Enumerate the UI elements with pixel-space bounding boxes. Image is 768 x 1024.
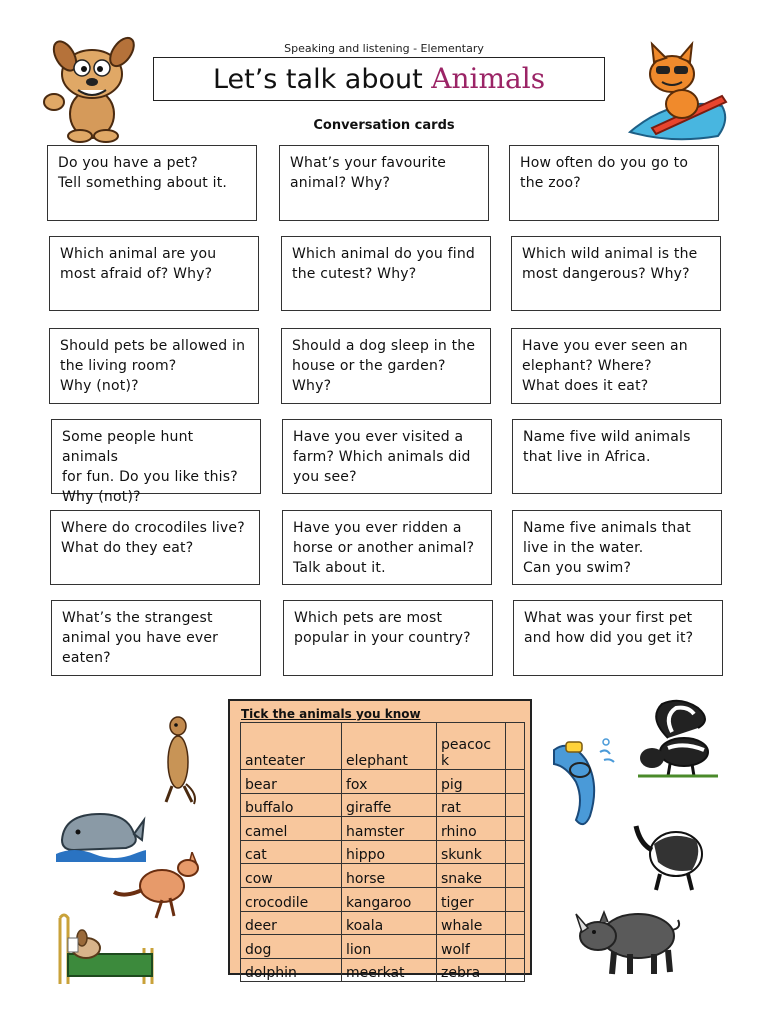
conversation-card: Some people hunt animals for fun. Do you like this? Why (not)?	[51, 419, 261, 494]
table-row	[241, 723, 525, 770]
animal-cell: skunk	[437, 840, 506, 864]
tick-box[interactable]	[506, 935, 525, 959]
animal-cell: kangaroo	[342, 887, 437, 911]
subtitle: Speaking and listening - Elementary	[284, 42, 484, 55]
animal-cell: rat	[437, 793, 506, 817]
section-title: Conversation cards	[313, 118, 455, 133]
animal-checklist	[228, 699, 532, 982]
table-row	[241, 864, 525, 888]
tick-box[interactable]	[506, 793, 525, 817]
conversation-card: Do you have a pet? Tell something about it.	[47, 145, 257, 221]
animal-cell: crocodile	[241, 887, 342, 911]
conversation-card: Have you ever visited a farm? Which animals did you see?	[282, 419, 492, 494]
table-row	[241, 770, 525, 794]
animal-table	[240, 722, 525, 982]
animal-cell: deer	[241, 911, 342, 935]
table-caption: Tick the animals you know	[241, 707, 421, 721]
animal-cell: zebra	[437, 958, 506, 982]
animal-cell: elephant	[342, 723, 437, 770]
skunk-icon	[628, 698, 720, 780]
title-main: Let’s talk about	[212, 64, 432, 95]
animal-cell: horse	[342, 864, 437, 888]
conversation-card: Should a dog sleep in the house or the garden? Why?	[281, 328, 491, 404]
animal-cell: meerkat	[342, 958, 437, 982]
page-title	[153, 57, 605, 101]
conversation-card: Where do crocodiles live? What do they eat?	[50, 510, 260, 585]
table-row	[241, 911, 525, 935]
table-row	[241, 935, 525, 959]
conversation-card: Have you ever seen an elephant? Where? What does it eat?	[511, 328, 721, 404]
anteater-icon	[632, 814, 712, 894]
animal-cell: giraffe	[342, 793, 437, 817]
animal-cell: rhino	[437, 817, 506, 841]
animal-cell: wolf	[437, 935, 506, 959]
surfing-cat-icon	[622, 36, 734, 146]
conversation-card: Which animal are you most afraid of? Why?	[49, 236, 259, 311]
animal-cell: hamster	[342, 817, 437, 841]
tick-box[interactable]	[506, 817, 525, 841]
dog-in-bed-icon	[54, 908, 158, 988]
animal-cell: fox	[342, 770, 437, 794]
title-accent: Animals	[431, 62, 546, 95]
rhino-icon	[574, 900, 684, 978]
conversation-card: Which pets are most popular in your country?	[283, 600, 493, 676]
animal-cell: lion	[342, 935, 437, 959]
conversation-card: Should pets be allowed in the living room? Why (not)?	[49, 328, 259, 404]
animal-cell: hippo	[342, 840, 437, 864]
cartoon-dog-icon	[40, 34, 140, 144]
animal-cell: pig	[437, 770, 506, 794]
tick-box[interactable]	[506, 887, 525, 911]
tick-box[interactable]	[506, 770, 525, 794]
meerkat-icon	[158, 714, 200, 806]
conversation-card: Which wild animal is the most dangerous? Why?	[511, 236, 721, 311]
animal-cell: tiger	[437, 887, 506, 911]
tick-box[interactable]	[506, 864, 525, 888]
table-row	[241, 887, 525, 911]
tick-box[interactable]	[506, 723, 525, 770]
table-row	[241, 817, 525, 841]
animal-cell: snake	[437, 864, 506, 888]
animal-cell: bear	[241, 770, 342, 794]
conversation-card: How often do you go to the zoo?	[509, 145, 719, 221]
animal-cell: buffalo	[241, 793, 342, 817]
table-row	[241, 793, 525, 817]
animal-cell: dolphin	[241, 958, 342, 982]
animal-cell: peacoc k	[437, 723, 506, 770]
table-row	[241, 840, 525, 864]
tick-box[interactable]	[506, 911, 525, 935]
conversation-card: What was your first pet and how did you get it?	[513, 600, 723, 676]
conversation-card: Name five animals that live in the water. Can you swim?	[512, 510, 722, 585]
conversation-card: What’s the strangest animal you have ever eaten?	[51, 600, 261, 676]
animal-cell: koala	[342, 911, 437, 935]
tick-box[interactable]	[506, 958, 525, 982]
diving-dolphin-icon	[540, 730, 620, 834]
animal-cell: cat	[241, 840, 342, 864]
animal-cell: whale	[437, 911, 506, 935]
conversation-card: Name five wild animals that live in Africa.	[512, 419, 722, 494]
table-row	[241, 958, 525, 982]
animal-cell: camel	[241, 817, 342, 841]
animal-cell: anteater	[241, 723, 342, 770]
conversation-card: Have you ever ridden a horse or another animal? Talk about it.	[282, 510, 492, 585]
conversation-card: What’s your favourite animal? Why?	[279, 145, 489, 221]
animal-cell: cow	[241, 864, 342, 888]
tick-box[interactable]	[506, 840, 525, 864]
conversation-card: Which animal do you find the cutest? Why?	[281, 236, 491, 311]
animal-cell: dog	[241, 935, 342, 959]
